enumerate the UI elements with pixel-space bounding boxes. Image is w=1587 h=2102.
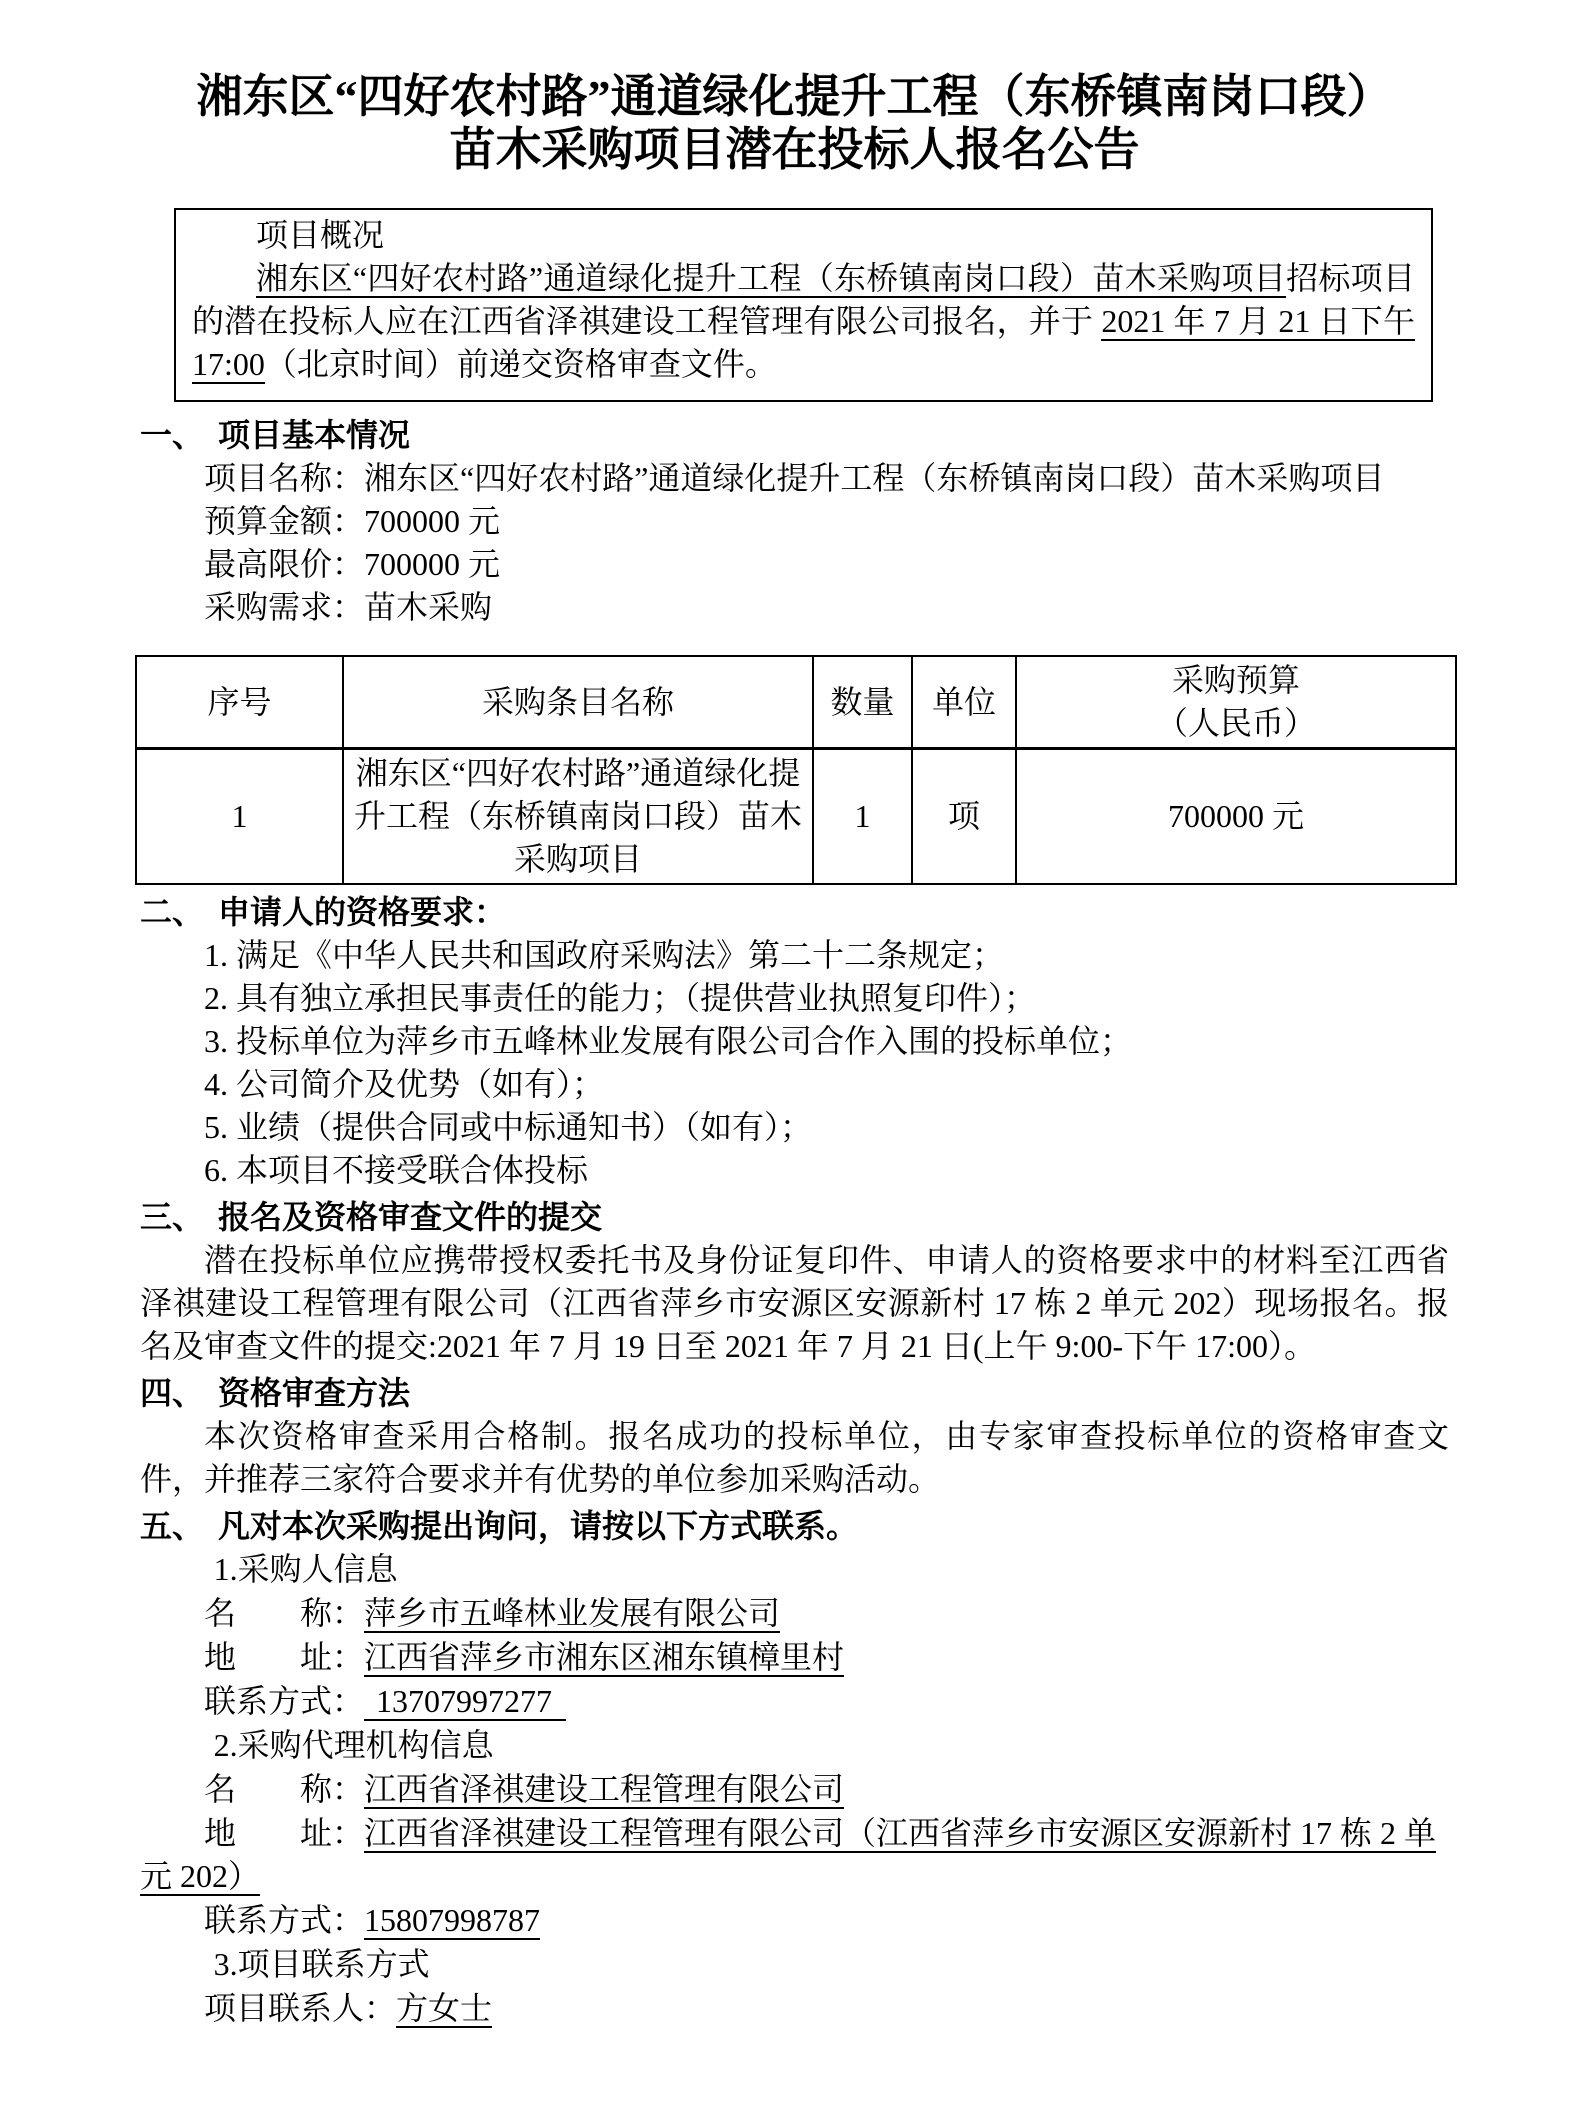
section-contact-info (140, 1505, 1449, 2030)
table-header-row (136, 656, 1456, 749)
section2-heading-text: 申请人的资格要求： (218, 894, 507, 930)
price-cap-line: 最高限价：700000 元 (204, 546, 501, 582)
announcement-document (140, 70, 1449, 2030)
section-qualification-requirements (140, 891, 1449, 1192)
agency-name-value: 江西省泽祺建设工程管理有限公司 (364, 1771, 845, 1807)
document-title (140, 70, 1449, 176)
agency-name-label: 名 称： (204, 1771, 365, 1807)
section1-heading-text: 项目基本情况 (218, 417, 411, 453)
cell-item-name: 湘东区“四好农村路”通道绿化提升工程（东桥镇南岗口段）苗木采购项目 (343, 749, 813, 885)
cell-qty: 1 (813, 749, 912, 885)
section-submission (140, 1196, 1449, 1368)
section-basic-info (140, 414, 1449, 885)
column-header-unit: 单位 (912, 656, 1016, 749)
procurement-items-table (135, 655, 1457, 885)
project-contact-person-row (140, 1987, 1449, 2030)
qualification-item-6: 6. 本项目不接受联合体投标 (204, 1152, 589, 1188)
section5-heading (140, 1505, 1449, 1548)
section2-heading (140, 891, 1449, 934)
section4-heading-number: 四、 (140, 1375, 205, 1411)
cell-no: 1 (136, 749, 343, 885)
project-contact-person-value: 方女士 (396, 1990, 493, 2026)
agency-address-row (140, 1812, 1449, 1898)
section5-heading-text: 凡对本次采购提出询问，请按以下方式联系。 (218, 1508, 859, 1544)
project-contact-person-label: 项目联系人： (204, 1990, 397, 2026)
column-header-budget-line2: （人民币） (1155, 705, 1316, 741)
demand-line: 采购需求：苗木采购 (204, 589, 493, 625)
project-overview-box (174, 208, 1433, 402)
section5-heading-number: 五、 (140, 1508, 205, 1544)
qualification-item-1: 1. 满足《中华人民共和国政府采购法》第二十二条规定； (204, 937, 1005, 973)
section3-heading-number: 三、 (140, 1199, 205, 1235)
submission-paragraph: 潜在投标单位应携带授权委托书及身份证复印件、申请人的资格要求中的材料至江西省泽祺建设工程管理有限公司（江西省萍乡市安源区安源新村 17 栋 2 单元 202）现场报名。报名及审查文件的提交:2021 年 7 月 19 日至 2021 年 7 月 21 日(上午 9:00-下午 17:00）。 (140, 1242, 1449, 1364)
section-review-method (140, 1372, 1449, 1501)
agency-contact-label: 联系方式： (204, 1902, 365, 1938)
title-line-2: 苗木采购项目潜在投标人报名公告 (449, 124, 1140, 175)
section4-heading (140, 1372, 1449, 1415)
purchaser-name-label: 名 称： (204, 1595, 365, 1631)
section1-heading (140, 414, 1449, 457)
overview-deadline-underlined: 2021 年 7 月 21 日下午 17:00 (192, 303, 1415, 382)
purchaser-address-value: 江西省萍乡市湘东区湘东镇樟里村 (364, 1639, 845, 1675)
agency-address-label: 地 址： (204, 1815, 365, 1851)
purchaser-info-heading: 1.采购人信息 (213, 1551, 398, 1587)
qualification-item-2: 2. 具有独立承担民事责任的能力；（提供营业执照复印件）； (204, 980, 1037, 1016)
agency-name-row (140, 1768, 1449, 1811)
title-line-1: 湘东区“四好农村路”通道绿化提升工程（东桥镇南岗口段） (196, 71, 1393, 122)
column-header-qty: 数量 (813, 656, 912, 749)
column-header-no: 序号 (136, 656, 343, 749)
purchaser-address-row (140, 1636, 1449, 1679)
overview-heading: 项目概况 (256, 217, 385, 253)
column-header-budget (1016, 656, 1456, 749)
agency-contact-row (140, 1899, 1449, 1942)
cell-unit: 项 (912, 749, 1016, 885)
budget-line: 预算金额：700000 元 (204, 503, 501, 539)
column-header-budget-line1: 采购预算 (1171, 662, 1300, 698)
agency-info-heading: 2.采购代理机构信息 (213, 1727, 494, 1763)
agency-address-value: 江西省泽祺建设工程管理有限公司（江西省萍乡市安源区安源新村 17 栋 2 单元 202） (140, 1815, 1437, 1894)
overview-project-name-underlined: 湘东区“四好农村路”通道绿化提升工程（东桥镇南岗口段）苗木采购项目 (256, 260, 1287, 296)
purchaser-name-value: 萍乡市五峰林业发展有限公司 (364, 1595, 781, 1631)
section3-heading (140, 1196, 1449, 1239)
overview-paragraph (192, 257, 1415, 386)
section4-heading-text: 资格审查方法 (218, 1375, 411, 1411)
purchaser-contact-value: 13707997277 (364, 1683, 566, 1721)
purchaser-contact-row (140, 1680, 1449, 1723)
qualification-item-5: 5. 业绩（提供合同或中标通知书）（如有）； (204, 1109, 813, 1145)
cell-budget: 700000 元 (1016, 749, 1456, 885)
purchaser-contact-label: 联系方式： (204, 1683, 365, 1719)
purchaser-address-label: 地 址： (204, 1639, 365, 1675)
agency-contact-value: 15807998787 (364, 1902, 541, 1938)
section1-heading-number: 一、 (140, 417, 205, 453)
section3-heading-text: 报名及资格审查文件的提交 (218, 1199, 603, 1235)
project-name-line: 项目名称：湘东区“四好农村路”通道绿化提升工程（东桥镇南岗口段）苗木采购项目 (204, 460, 1385, 496)
column-header-item-name: 采购条目名称 (343, 656, 813, 749)
purchaser-name-row (140, 1592, 1449, 1635)
section2-heading-number: 二、 (140, 894, 205, 930)
overview-tail-text: （北京时间）前递交资格审查文件。 (264, 346, 777, 382)
document-header (140, 70, 1449, 176)
qualification-item-4: 4. 公司简介及优势（如有）； (204, 1066, 605, 1102)
table-row (136, 749, 1456, 885)
overview-middle-text: 招标项目的潜在投标人应在江西省泽祺建设工程管理有限公司报名，并于 (192, 260, 1415, 339)
qualification-item-3: 3. 投标单位为萍乡市五峰林业发展有限公司合作入围的投标单位； (204, 1023, 1133, 1059)
review-method-paragraph: 本次资格审查采用合格制。报名成功的投标单位，由专家审查投标单位的资格审查文件，并推荐三家符合要求并有优势的单位参加采购活动。 (140, 1418, 1449, 1497)
project-contact-heading: 3.项目联系方式 (213, 1946, 430, 1982)
